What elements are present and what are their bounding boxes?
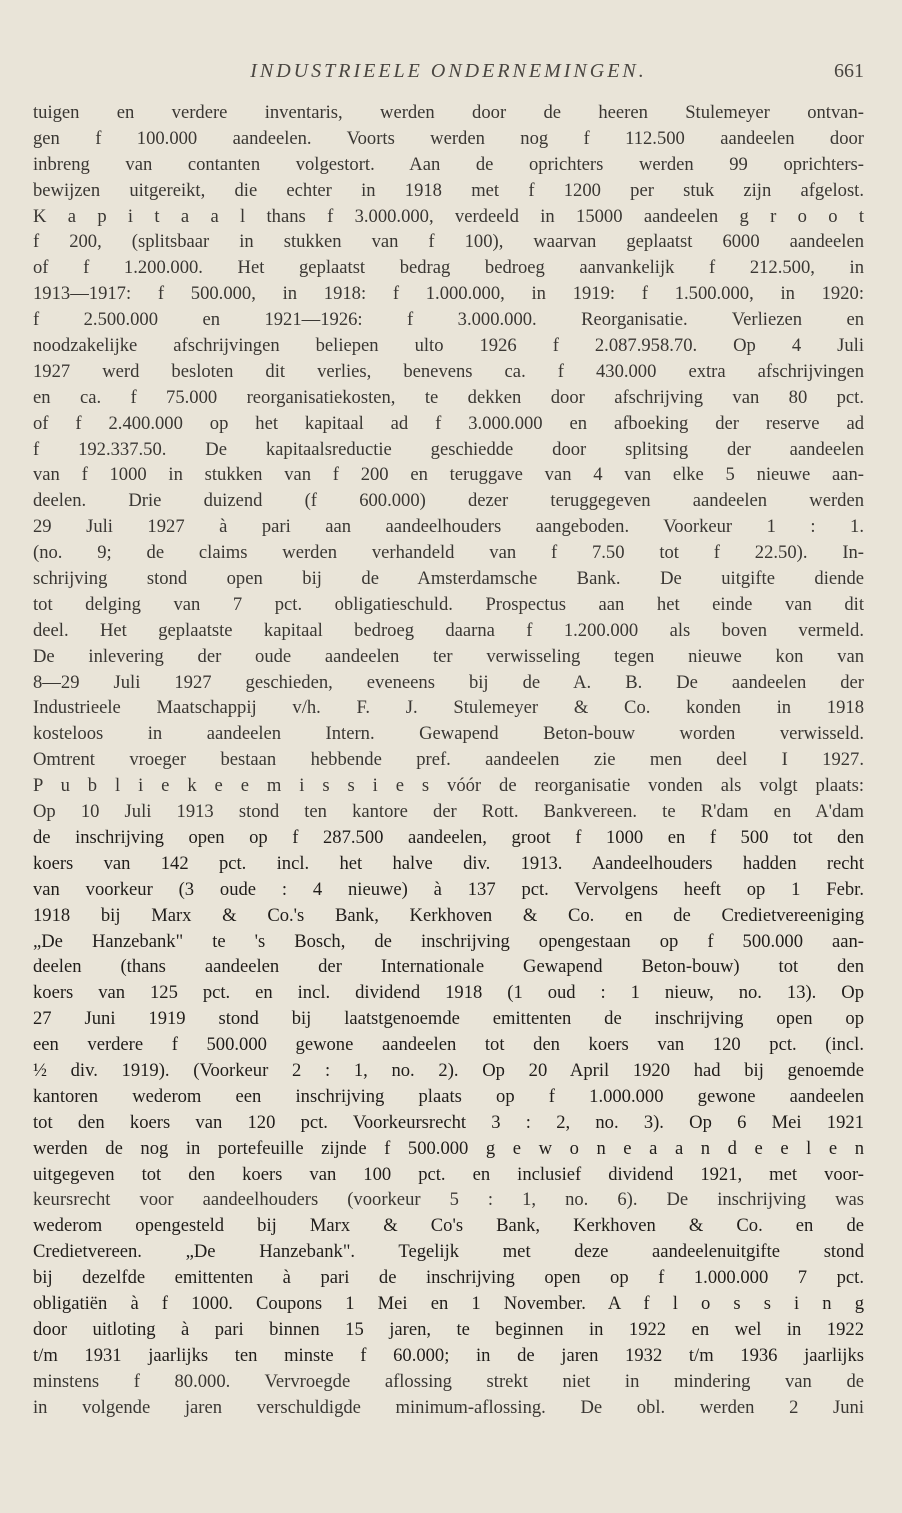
text-line: kantoren wederom een inschrijving plaats op f 1.000.000 gewone aandeelen: [33, 1085, 864, 1107]
text-line: inbreng van contanten volgestort. Aan de oprichters werden 99 oprichters-: [33, 153, 864, 175]
running-title: INDUSTRIEELE ONDERNEMINGEN.: [250, 60, 647, 82]
running-head: [33, 60, 864, 94]
text-line: 27 Juni 1919 stond bij laatstgenoemde emittenten de inschrijving open op: [33, 1008, 864, 1030]
text-line: f 2.500.000 en 1921—1926: f 3.000.000. Reorganisatie. Verliezen en: [33, 309, 864, 331]
text-line: Op 10 Juli 1913 stond ten kantore der Rott. Bankvereen. te R'dam en A'dam: [33, 801, 864, 823]
text-line: koers van 142 pct. incl. het halve div. 1913. Aandeelhouders hadden recht: [33, 852, 864, 874]
text-line: tot den koers van 120 pct. Voorkeursrecht 3 : 2, no. 3). Op 6 Mei 1921: [33, 1111, 864, 1133]
text-line: van voorkeur (3 oude : 4 nieuwe) à 137 pct. Vervolgens heeft op 1 Febr.: [33, 878, 864, 900]
text-line: schrijving stond open bij de Amsterdamsche Bank. De uitgifte diende: [33, 568, 864, 590]
text-line: t/m 1931 jaarlijks ten minste f 60.000; in de jaren 1932 t/m 1936 jaarlijks: [33, 1344, 864, 1366]
text-line: gen f 100.000 aandeelen. Voorts werden nog f 112.500 aandeelen door: [33, 127, 864, 149]
text-line: bij dezelfde emittenten à pari de inschrijving open op f 1.000.000 7 pct.: [33, 1267, 864, 1289]
text-line: Omtrent vroeger bestaan hebbende pref. aandeelen zie men deel I 1927.: [33, 749, 864, 771]
text-line: minstens f 80.000. Vervroegde aflossing strekt niet in mindering van de: [33, 1370, 864, 1392]
text-line: „De Hanzebank" te 's Bosch, de inschrijving opengestaan op f 500.000 aan-: [33, 930, 864, 952]
text-line: 8—29 Juli 1927 geschieden, eveneens bij de A. B. De aandeelen der: [33, 671, 864, 693]
text-line: (no. 9; de claims werden verhandeld van f 7.50 tot f 22.50). In-: [33, 542, 864, 564]
text-line: of f 2.400.000 op het kapitaal ad f 3.000.000 en afboeking der reserve ad: [33, 412, 864, 434]
text-line: K a p i t a a l thans f 3.000.000, verdeeld in 15000 aandeelen g r o o t: [33, 205, 864, 227]
text-line: uitgegeven tot den koers van 100 pct. en inclusief dividend 1921, met voor-: [33, 1163, 864, 1185]
text-line: door uitloting à pari binnen 15 jaren, te beginnen in 1922 en wel in 1922: [33, 1318, 864, 1340]
text-line: f 200, (splitsbaar in stukken van f 100), waarvan geplaatst 6000 aandeelen: [33, 231, 864, 253]
text-line: deel. Het geplaatste kapitaal bedroeg daarna f 1.200.000 als boven vermeld.: [33, 619, 864, 641]
text-line: werden de nog in portefeuille zijnde f 500.000 g e w o n e a a n d e e l e n: [33, 1137, 864, 1159]
text-line: wederom opengesteld bij Marx & Co's Bank, Kerkhoven & Co. en de: [33, 1215, 864, 1237]
text-line: Credietvereen. „De Hanzebank". Tegelijk met deze aandeelenuitgifte stond: [33, 1241, 864, 1263]
text-line: kosteloos in aandeelen Intern. Gewapend Beton-bouw worden verwisseld.: [33, 723, 864, 745]
text-line: obligatiën à f 1000. Coupons 1 Mei en 1 November. A f l o s s i n g: [33, 1292, 864, 1314]
text-line: ½ div. 1919). (Voorkeur 2 : 1, no. 2). Op 20 April 1920 had bij genoemde: [33, 1059, 864, 1081]
text-line: noodzakelijke afschrijvingen beliepen ulto 1926 f 2.087.958.70. Op 4 Juli: [33, 335, 864, 357]
text-line: een verdere f 500.000 gewone aandeelen tot den koers van 120 pct. (incl.: [33, 1034, 864, 1056]
text-line: 1918 bij Marx & Co.'s Bank, Kerkhoven & Co. en de Credietvereeniging: [33, 904, 864, 926]
text-line: en ca. f 75.000 reorganisatiekosten, te dekken door afschrijving van 80 pct.: [33, 386, 864, 408]
text-line: Industrieele Maatschappij v/h. F. J. Stulemeyer & Co. konden in 1918: [33, 697, 864, 719]
text-line: P u b l i e k e e m i s s i e s vóór de reorganisatie vonden als volgt plaats:: [33, 775, 864, 797]
body-text: [33, 100, 864, 1420]
text-line: tuigen en verdere inventaris, werden door de heeren Stulemeyer ontvan-: [33, 102, 864, 123]
text-line: f 192.337.50. De kapitaalsreductie geschiedde door splitsing der aandeelen: [33, 438, 864, 460]
text-line: bewijzen uitgereikt, die echter in 1918 met f 1200 per stuk zijn afgelost.: [33, 179, 864, 201]
text-line: koers van 125 pct. en incl. dividend 1918 (1 oud : 1 nieuw, no. 13). Op: [33, 982, 864, 1004]
text-line: keursrecht voor aandeelhouders (voorkeur 5 : 1, no. 6). De inschrijving was: [33, 1189, 864, 1211]
text-line: 1913—1917: f 500.000, in 1918: f 1.000.000, in 1919: f 1.500.000, in 1920:: [33, 283, 864, 305]
text-line: deelen (thans aandeelen der Internationale Gewapend Beton-bouw) tot den: [33, 956, 864, 978]
text-line: tot delging van 7 pct. obligatieschuld. Prospectus aan het einde van dit: [33, 593, 864, 615]
text-line: of f 1.200.000. Het geplaatst bedrag bedroeg aanvankelijk f 212.500, in: [33, 257, 864, 279]
text-line: van f 1000 in stukken van f 200 en teruggave van 4 van elke 5 nieuwe aan-: [33, 464, 864, 486]
text-line: 1927 werd besloten dit verlies, benevens ca. f 430.000 extra afschrijvingen: [33, 360, 864, 382]
text-line: de inschrijving open op f 287.500 aandeelen, groot f 1000 en f 500 tot den: [33, 826, 864, 848]
text-line: 29 Juli 1927 à pari aan aandeelhouders aangeboden. Voorkeur 1 : 1.: [33, 516, 864, 538]
page-number: 661: [834, 60, 864, 82]
text-line: De inlevering der oude aandeelen ter verwisseling tegen nieuwe kon van: [33, 645, 864, 667]
text-line: deelen. Drie duizend (f 600.000) dezer teruggegeven aandeelen werden: [33, 490, 864, 512]
text-line: in volgende jaren verschuldigde minimum-aflossing. De obl. werden 2 Juni: [33, 1396, 864, 1418]
